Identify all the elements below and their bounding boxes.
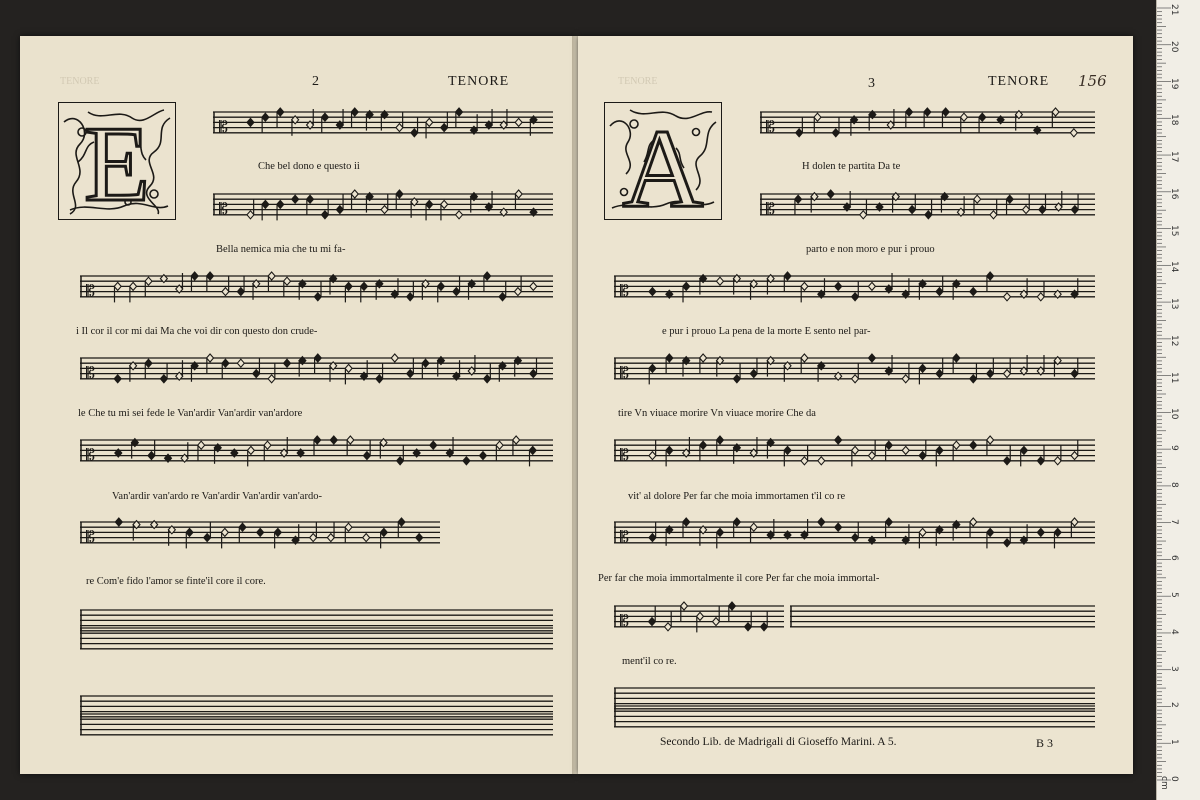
ruler-label: 21	[1169, 4, 1179, 16]
note-head	[456, 108, 463, 116]
lyric-line: i Il cor il cor mi dai Ma che voi dir con questo don crude-	[76, 326, 318, 337]
note-head	[974, 195, 981, 203]
ruler-label: 3	[1169, 665, 1179, 672]
page-footer: Secondo Lib. de Madrigali di Gioseffo Marini. A 5.	[660, 736, 897, 748]
note-head	[407, 370, 414, 378]
staff	[760, 180, 1095, 240]
note-head	[310, 534, 317, 542]
note-head	[936, 446, 943, 454]
note-head	[222, 359, 229, 367]
note-head	[942, 108, 949, 116]
note-head	[745, 623, 752, 631]
note-head	[307, 195, 314, 203]
note-head	[1071, 206, 1078, 214]
clef-glyph: 𝄡	[86, 529, 95, 546]
note-head	[514, 288, 521, 296]
note-head	[396, 124, 403, 132]
note-head	[314, 354, 321, 362]
note-head	[1071, 518, 1078, 526]
note-head	[729, 602, 736, 610]
ruler-label: 4	[1169, 628, 1179, 635]
staff	[213, 180, 553, 240]
note-head	[936, 370, 943, 378]
lyric-line: Van'ardir van'ardo re Van'ardir Van'ardir van'ardo-	[112, 491, 322, 502]
note-head	[902, 446, 909, 454]
note-head	[416, 534, 423, 542]
note-head	[987, 436, 994, 444]
note-head	[665, 623, 672, 631]
clef-glyph: 𝄡	[620, 447, 629, 464]
ruler-label: 17	[1169, 151, 1179, 163]
ruler-label: 0 cm	[1159, 776, 1179, 790]
note-head	[649, 534, 656, 542]
clef-glyph: 𝄡	[620, 613, 629, 630]
note-head	[247, 446, 254, 454]
bleed-through-text: TENORE	[618, 76, 658, 87]
note-head	[264, 441, 271, 449]
left-page-number: 2	[312, 74, 320, 89]
decorated-initial-e	[58, 102, 176, 220]
note-head	[919, 452, 926, 460]
note-head	[114, 375, 121, 383]
note-head	[716, 436, 723, 444]
note-head	[919, 528, 926, 536]
note-head	[381, 206, 388, 214]
note-head	[987, 272, 994, 280]
ruler-label: 19	[1169, 77, 1179, 89]
note-head	[1039, 206, 1046, 214]
clef-glyph: 𝄡	[620, 365, 629, 382]
note-head	[818, 518, 825, 526]
lyric-line: e pur i prouo La pena de la morte E sento nel par-	[662, 326, 871, 337]
note-head	[750, 370, 757, 378]
note-head	[666, 446, 673, 454]
note-head	[970, 441, 977, 449]
note-head	[207, 272, 214, 280]
note-head	[207, 354, 214, 362]
note-head	[484, 375, 491, 383]
note-head	[733, 375, 740, 383]
ruler-label: 7	[1169, 518, 1179, 525]
note-head	[130, 282, 137, 290]
note-head	[314, 293, 321, 301]
note-head	[148, 452, 155, 460]
note-head	[852, 534, 859, 542]
note-head	[407, 293, 414, 301]
note-head	[484, 272, 491, 280]
note-head	[868, 452, 875, 460]
staff	[790, 592, 1095, 652]
svg-text:E: E	[84, 105, 150, 220]
note-head	[784, 446, 791, 454]
note-head	[380, 528, 387, 536]
note-head	[814, 113, 821, 121]
note-head	[515, 190, 522, 198]
ruler-label: 16	[1169, 187, 1179, 200]
note-head	[1052, 108, 1059, 116]
note-head	[683, 518, 690, 526]
note-head	[529, 446, 536, 454]
note-head	[262, 113, 269, 121]
clef-glyph: 𝄡	[86, 365, 95, 382]
lyric-line: parto e non moro e pur i prouo	[806, 244, 935, 255]
note-head	[970, 288, 977, 296]
note-head	[499, 293, 506, 301]
note-head	[1020, 446, 1027, 454]
note-head	[321, 113, 328, 121]
note-head	[906, 108, 913, 116]
ruler-label: 15	[1169, 224, 1179, 237]
note-head	[970, 518, 977, 526]
note-head	[426, 118, 433, 126]
note-head	[1004, 370, 1011, 378]
note-head	[221, 528, 228, 536]
note-head	[114, 282, 121, 290]
note-head	[835, 282, 842, 290]
measuring-ruler	[1156, 0, 1200, 800]
note-head	[292, 195, 299, 203]
note-head	[239, 523, 246, 531]
note-head	[852, 375, 859, 383]
note-head	[437, 282, 444, 290]
note-head	[852, 293, 859, 301]
note-head	[649, 364, 656, 372]
clef-glyph: 𝄡	[86, 447, 95, 464]
note-head	[649, 452, 656, 460]
staff	[80, 508, 440, 568]
lyric-line: tire Vn viuace morire Vn viuace morire Che da	[618, 408, 816, 419]
note-head	[666, 354, 673, 362]
lyric-line: Che bel dono e questo ii	[258, 161, 360, 172]
note-head	[868, 354, 875, 362]
note-head	[345, 523, 352, 531]
ruler-label: 6	[1169, 555, 1179, 562]
clef-glyph: 𝄡	[766, 201, 775, 218]
note-head	[1037, 457, 1044, 465]
note-head	[909, 206, 916, 214]
note-head	[222, 288, 229, 296]
note-head	[284, 359, 291, 367]
note-head	[1070, 129, 1077, 137]
note-head	[513, 436, 520, 444]
note-head	[801, 282, 808, 290]
note-head	[530, 282, 537, 290]
note-head	[1037, 528, 1044, 536]
note-head	[347, 436, 354, 444]
note-head	[411, 129, 418, 137]
note-head	[284, 277, 291, 285]
note-head	[979, 113, 986, 121]
svg-text:A: A	[622, 107, 704, 220]
note-head	[761, 623, 768, 631]
note-head	[268, 272, 275, 280]
note-head	[832, 129, 839, 137]
note-head	[327, 534, 334, 542]
note-head	[1023, 206, 1030, 214]
note-head	[960, 113, 967, 121]
note-head	[1037, 293, 1044, 301]
note-head	[1054, 457, 1061, 465]
staff	[80, 344, 553, 404]
note-head	[970, 375, 977, 383]
ruler-label: 9	[1169, 445, 1179, 451]
note-head	[700, 441, 707, 449]
ruler-label: 5	[1169, 592, 1179, 598]
note-head	[835, 523, 842, 531]
note-head	[1004, 457, 1011, 465]
note-head	[835, 436, 842, 444]
staff	[80, 614, 553, 674]
note-head	[391, 354, 398, 362]
note-head	[885, 441, 892, 449]
staff	[213, 98, 553, 158]
note-head	[191, 272, 198, 280]
note-head	[987, 370, 994, 378]
note-head	[924, 108, 931, 116]
note-head	[796, 129, 803, 137]
note-head	[247, 211, 254, 219]
note-head	[376, 375, 383, 383]
note-head	[237, 359, 244, 367]
note-head	[351, 190, 358, 198]
note-head	[953, 441, 960, 449]
note-head	[330, 436, 337, 444]
clef-glyph: 𝄡	[219, 119, 228, 136]
note-head	[456, 211, 463, 219]
note-head	[990, 211, 997, 219]
note-head	[321, 211, 328, 219]
note-head	[681, 602, 688, 610]
note-head	[1071, 370, 1078, 378]
note-head	[314, 436, 321, 444]
ruler-label: 10	[1169, 408, 1179, 420]
ruler-label: 2	[1169, 702, 1179, 709]
note-head	[700, 354, 707, 362]
note-head	[274, 528, 281, 536]
note-head	[925, 211, 932, 219]
clef-glyph: 𝄡	[620, 283, 629, 300]
right-page-number: 3	[868, 76, 876, 91]
note-head	[936, 288, 943, 296]
note-head	[247, 118, 254, 126]
note-head	[253, 370, 260, 378]
ruler-label: 11	[1169, 371, 1179, 384]
clef-glyph: 𝄡	[620, 529, 629, 546]
note-head	[649, 618, 656, 626]
note-head	[902, 375, 909, 383]
note-head	[453, 288, 460, 296]
note-head	[713, 618, 720, 626]
note-head	[885, 518, 892, 526]
lyric-line: ment'il co re.	[622, 656, 677, 667]
staff	[614, 426, 1095, 486]
bleed-through-text: TENORE	[60, 76, 100, 87]
note-head	[345, 364, 352, 372]
staff	[80, 700, 553, 760]
signature-mark: B 3	[1036, 736, 1054, 750]
note-head	[801, 457, 808, 465]
note-head	[919, 364, 926, 372]
note-head	[430, 441, 437, 449]
note-head	[683, 282, 690, 290]
note-head	[145, 359, 152, 367]
note-head	[1006, 195, 1013, 203]
note-head	[987, 528, 994, 536]
staff	[614, 344, 1095, 404]
note-head	[515, 118, 522, 126]
note-head	[860, 211, 867, 219]
handwritten-folio-number: 156	[1078, 72, 1107, 90]
note-head	[363, 452, 370, 460]
note-head	[1004, 293, 1011, 301]
note-head	[496, 441, 503, 449]
staff	[614, 508, 1095, 568]
note-head	[204, 534, 211, 542]
note-head	[801, 354, 808, 362]
staff	[614, 262, 1095, 322]
note-head	[441, 124, 448, 132]
note-head	[397, 457, 404, 465]
staff	[80, 426, 553, 486]
note-head	[818, 457, 825, 465]
note-head	[463, 457, 470, 465]
note-head	[795, 195, 802, 203]
ruler-label: 8	[1169, 481, 1179, 488]
ruler-label: 18	[1169, 114, 1179, 126]
lyric-line: le Che tu mi sei fede le Van'ardir Van'ardir van'ardore	[78, 408, 303, 419]
staff	[614, 592, 784, 652]
note-head	[784, 272, 791, 280]
note-head	[198, 441, 205, 449]
note-head	[1071, 452, 1078, 460]
lyric-line: re Com'e fido l'amor se finte'il core il core.	[86, 576, 266, 587]
decorated-initial-a	[604, 102, 722, 220]
note-head	[1054, 528, 1061, 536]
note-head	[115, 518, 122, 526]
staff	[80, 262, 553, 322]
note-head	[827, 190, 834, 198]
ruler-label: 20	[1169, 40, 1179, 53]
note-head	[345, 282, 352, 290]
note-head	[268, 375, 275, 383]
note-head	[422, 359, 429, 367]
lyric-line: vit' al dolore Per far che moia immortamen t'il co re	[628, 491, 846, 502]
staff	[760, 98, 1095, 158]
clef-glyph: 𝄡	[766, 119, 775, 136]
note-head	[160, 375, 167, 383]
note-head	[697, 612, 704, 620]
note-head	[351, 108, 358, 116]
note-head	[649, 288, 656, 296]
note-head	[363, 534, 370, 542]
ruler-label: 12	[1169, 334, 1179, 347]
note-head	[277, 108, 284, 116]
note-head	[396, 190, 403, 198]
note-head	[716, 277, 723, 285]
note-head	[262, 200, 269, 208]
note-head	[336, 206, 343, 214]
lyric-line: Per far che moia immortalmente il core Per far che moia immortal-	[598, 573, 880, 584]
ruler-label: 1	[1169, 739, 1179, 745]
lyric-line: H dolen te partita Da te	[802, 161, 901, 172]
note-head	[257, 528, 264, 536]
note-head	[360, 282, 367, 290]
note-head	[441, 200, 448, 208]
left-voice-label: TENORE	[448, 74, 510, 89]
right-voice-label: TENORE	[988, 74, 1050, 89]
staff	[614, 692, 1095, 752]
note-head	[426, 200, 433, 208]
note-head	[953, 354, 960, 362]
note-head	[750, 523, 757, 531]
clef-glyph: 𝄡	[219, 201, 228, 218]
clef-glyph: 𝄡	[86, 283, 95, 300]
lyric-line: Bella nemica mia che tu mi fa-	[216, 244, 346, 255]
note-head	[277, 200, 284, 208]
ruler-label: 13	[1169, 298, 1179, 310]
note-head	[733, 518, 740, 526]
note-head	[237, 288, 244, 296]
note-head	[1004, 539, 1011, 547]
note-head	[398, 518, 405, 526]
note-head	[868, 282, 875, 290]
note-head	[716, 528, 723, 536]
note-head	[145, 277, 152, 285]
note-head	[530, 370, 537, 378]
ruler-label: 14	[1169, 261, 1179, 273]
note-head	[479, 452, 486, 460]
note-head	[186, 528, 193, 536]
note-head	[852, 446, 859, 454]
